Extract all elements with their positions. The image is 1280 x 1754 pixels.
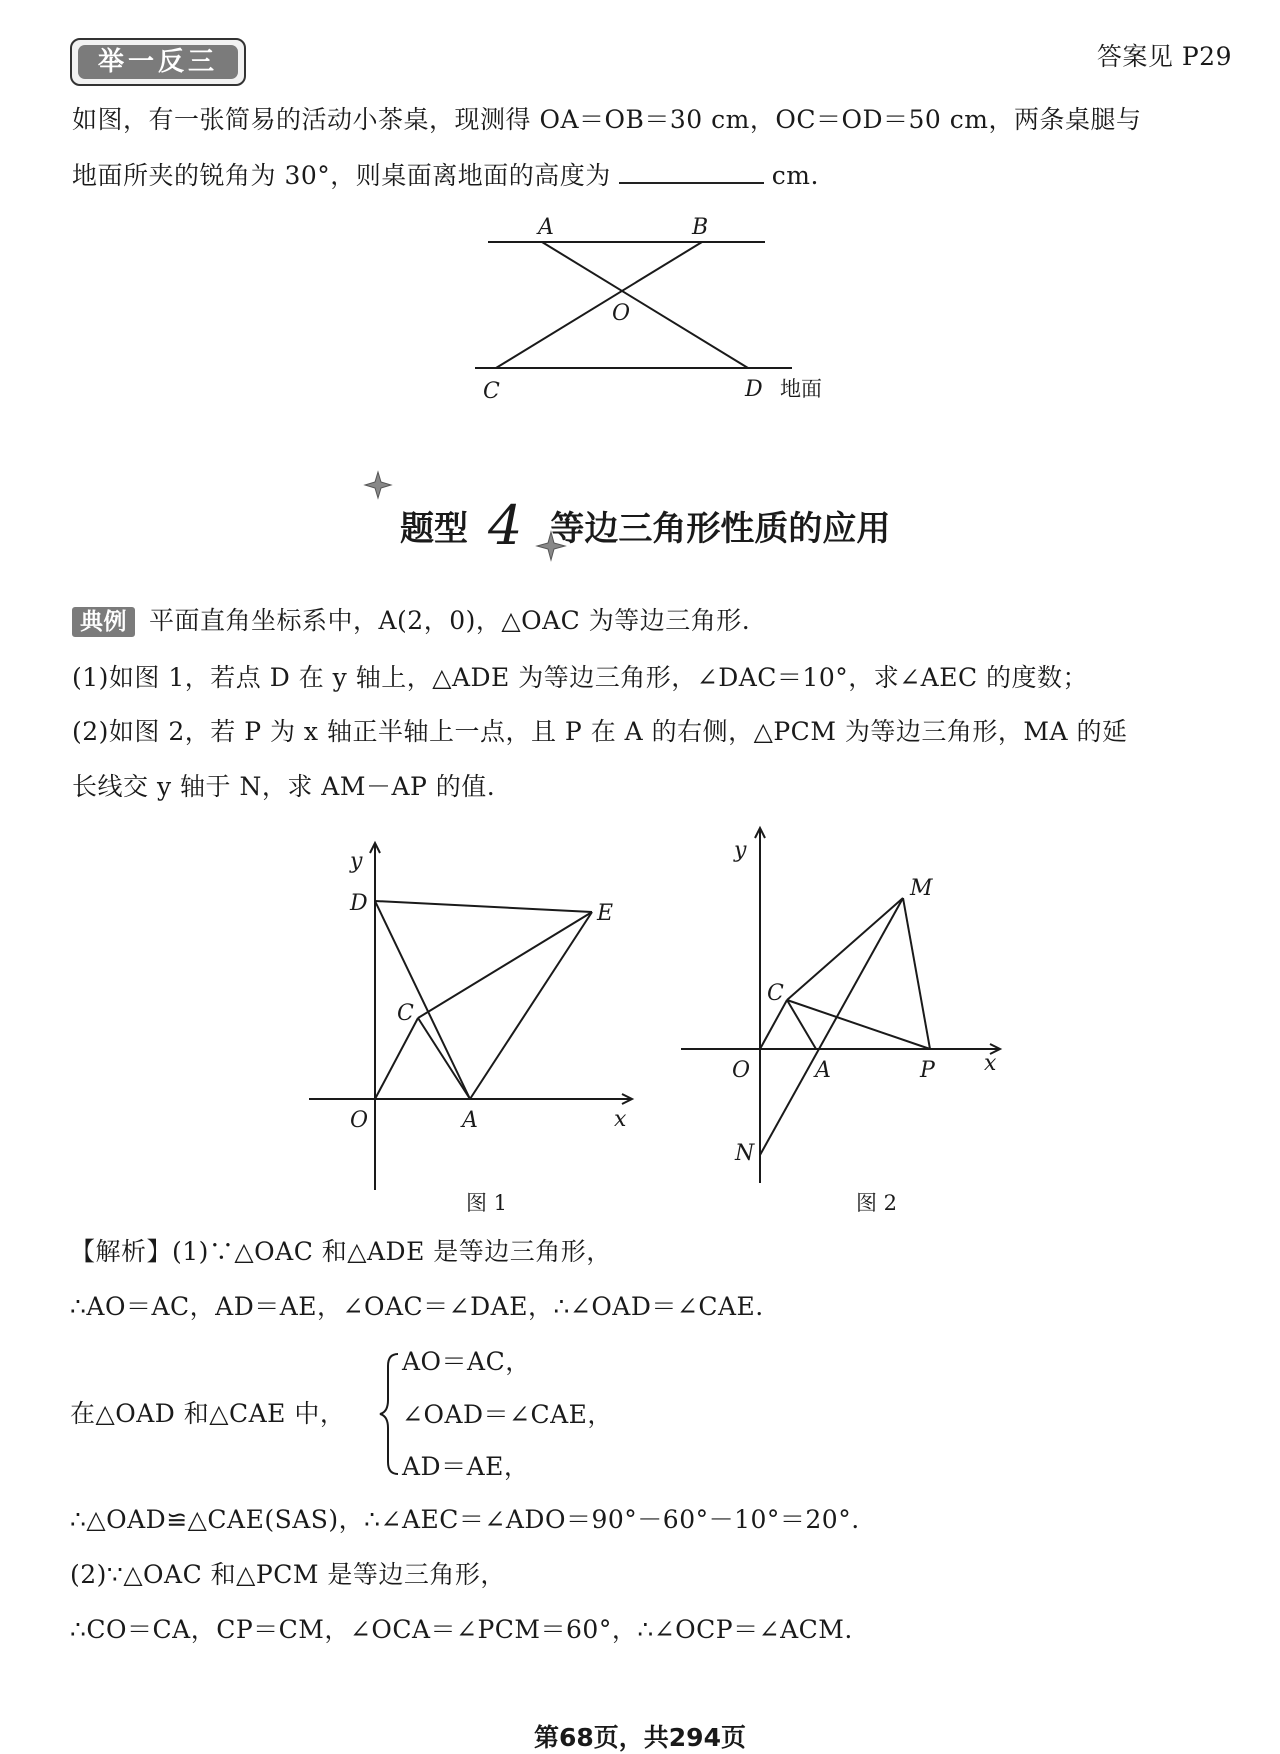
practice-line-1: 如图，有一张简易的活动小茶桌，现测得 OA＝OB＝30 cm，OC＝OD＝50 cm，两条桌腿与 xyxy=(72,105,1142,134)
point-label-A: A xyxy=(538,215,554,240)
point-label-D: D xyxy=(745,377,763,402)
fig2-label-M: M xyxy=(910,876,933,901)
fig1-label-E: E xyxy=(597,901,614,926)
fig2-label-O: O xyxy=(732,1058,751,1083)
practice-line-2-unit: cm. xyxy=(771,161,819,190)
solution-line-5: ∴CO＝CA，CP＝CM，∠OCA＝∠PCM＝60°，∴∠OCP＝∠ACM. xyxy=(70,1615,853,1644)
fig1-label-O: O xyxy=(350,1108,369,1133)
fig1-segment-CA xyxy=(418,1018,470,1099)
fig2-segment-CM xyxy=(787,898,903,1000)
page-footer: 第68页，共294页 xyxy=(534,1723,746,1752)
solution-line-4: (2)∵△OAC 和△PCM 是等边三角形， xyxy=(70,1560,506,1589)
fig1-label-A: A xyxy=(462,1108,478,1133)
point-label-O: O xyxy=(612,301,631,326)
example-line-2: (1)如图 1，若点 D 在 y 轴上，△ADE 为等边三角形，∠DAC＝10°，求∠AEC 的度数； xyxy=(72,663,1089,692)
answer-reference: 答案见 P29 xyxy=(1096,42,1232,71)
table-figure xyxy=(475,242,792,368)
section-prefix: 题型 xyxy=(400,509,468,549)
practice-line-2-text: 地面所夹的锐角为 30°，则桌面离地面的高度为 xyxy=(72,161,611,190)
fig1-segment-CE xyxy=(418,912,592,1018)
fig2-segment-MN xyxy=(760,898,903,1155)
fig2-label-x: x xyxy=(984,1051,997,1076)
fig1-segment-DA xyxy=(375,901,470,1099)
figure-2 xyxy=(681,828,1000,1183)
fig1-caption: 图 1 xyxy=(466,1191,508,1215)
leg-a-d xyxy=(542,242,748,368)
solution-line-2: ∴AO＝AC，AD＝AE，∠OAC＝∠DAE，∴∠OAD＝∠CAE. xyxy=(70,1292,764,1321)
ground-label: 地面 xyxy=(780,377,822,401)
fig2-caption: 图 2 xyxy=(856,1191,898,1215)
sparkle-icon xyxy=(365,472,391,498)
solution-system-prefix: 在△OAD 和△CAE 中， xyxy=(70,1399,346,1428)
leg-b-c xyxy=(496,242,702,368)
point-label-B: B xyxy=(692,215,709,240)
example-line-1 xyxy=(72,606,750,637)
fig1-label-x: x xyxy=(614,1107,627,1132)
fig1-segment-DE xyxy=(375,901,592,912)
system-eq-2: ∠OAD＝∠CAE， xyxy=(402,1400,613,1429)
fig2-label-P: P xyxy=(920,1058,935,1083)
fig1-segment-OC xyxy=(375,1018,418,1099)
fig2-label-y: y xyxy=(734,838,747,863)
system-eq-1: AO＝AC， xyxy=(402,1347,531,1376)
fig2-segment-OC xyxy=(760,1000,787,1049)
fig1-label-D: D xyxy=(350,891,368,916)
example-line-4: 长线交 y 轴于 N，求 AM－AP 的值. xyxy=(72,772,496,801)
example-badge: 典例 xyxy=(72,607,135,637)
example-line-3: (2)如图 2，若 P 为 x 轴正半轴上一点，且 P 在 A 的右侧，△PCM 为等边三角形，MA 的延 xyxy=(72,717,1128,746)
fig2-segment-MP xyxy=(903,898,930,1049)
fig1-label-C: C xyxy=(397,1001,414,1026)
fig2-label-C: C xyxy=(767,981,784,1006)
fig2-label-N: N xyxy=(735,1141,755,1166)
solution-line-3: ∴△OAD≌△CAE(SAS)，∴∠AEC＝∠ADO＝90°－60°－10°＝20°. xyxy=(70,1505,860,1534)
fig2-segment-CP xyxy=(787,1000,930,1049)
system-brace xyxy=(380,1354,398,1474)
example-line-1-text: 平面直角坐标系中，A(2，0)，△OAC 为等边三角形. xyxy=(149,606,751,635)
solution-line-1: 【解析】(1)∵△OAC 和△ADE 是等边三角形， xyxy=(70,1237,612,1266)
section-number: 4 xyxy=(488,494,523,557)
section-heading: 等边三角形性质的应用 xyxy=(550,509,891,549)
fig1-label-y: y xyxy=(350,849,363,874)
system-eq-3: AD＝AE， xyxy=(402,1452,530,1481)
point-label-C: C xyxy=(483,379,500,404)
fig2-label-A: A xyxy=(815,1058,831,1083)
section-title xyxy=(400,490,1000,557)
fig1-segment-AE xyxy=(470,912,592,1099)
section-badge-label: 举一反三 xyxy=(78,45,238,79)
fig2-segment-CA xyxy=(787,1000,816,1049)
